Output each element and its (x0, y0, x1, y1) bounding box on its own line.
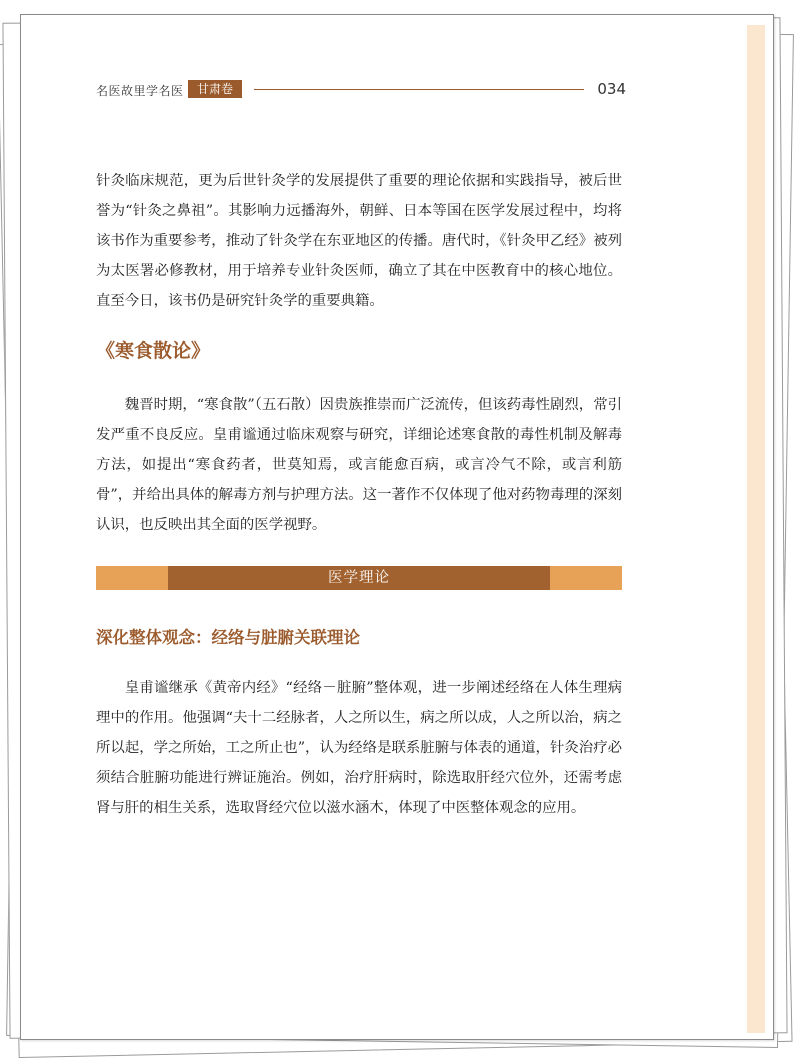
book-title: 名医故里学名医 (96, 84, 184, 98)
running-header (96, 80, 626, 100)
section-banner (96, 566, 622, 590)
page-number: 034 (597, 80, 626, 98)
paragraph-1: 针灸临床规范，更为后世针灸学的发展提供了重要的理论依据和实践指导，被后世誉为“针灸之鼻祖”。其影响力远播海外，朝鲜、日本等国在医学发展过程中，均将该书作为重要参考，推动了针灸学在东亚地区的传播。唐代时，《针灸甲乙经》被列为太医署必修教材，用于培养专业针灸医师，确立了其在中医教育中的核心地位。直至今日，该书仍是研究针灸学的重要典籍。 (96, 173, 622, 309)
paragraph-2: 魏晋时期，“寒食散”（五石散）因贵族推崇而广泛流传，但该药毒性剧烈，常引发严重不良反应。皇甫谧通过临床观察与研究，详细论述寒食散的毒性机制及解毒方法，如提出“寒食药者，世莫知焉，或言能愈百病，或言冷气不除，或言利筋骨”，并给出具体的解毒方剂与护理方法。这一著作不仅体现了他对药物毒理的深刻认识，也反映出其全面的医学视野。 (96, 397, 622, 533)
paragraph-3: 皇甫谧继承《黄帝内经》“经络－脏腑”整体观，进一步阐述经络在人体生理病理中的作用。他强调“夫十二经脉者，人之所以生，病之所以成，人之所以治，病之所以起，学之所始，工之所止也”，认为经络是联系脏腑与体表的通道，针灸治疗必须结合脏腑功能进行辨证施治。例如，治疗肝病时，除选取肝经穴位外，还需考虑肾与肝的相生关系，选取肾经穴位以滋水涵木，体现了中医整体观念的应用。 (96, 680, 622, 816)
subheading: 深化整体观念：经络与脏腑关联理论 (96, 628, 360, 647)
header-rule (254, 89, 584, 90)
volume-tag: 甘肃卷 (188, 80, 242, 98)
banner-label: 医学理论 (168, 566, 550, 590)
page-edge-strip (747, 25, 765, 1033)
section-title: 《寒食散论》 (96, 340, 211, 362)
